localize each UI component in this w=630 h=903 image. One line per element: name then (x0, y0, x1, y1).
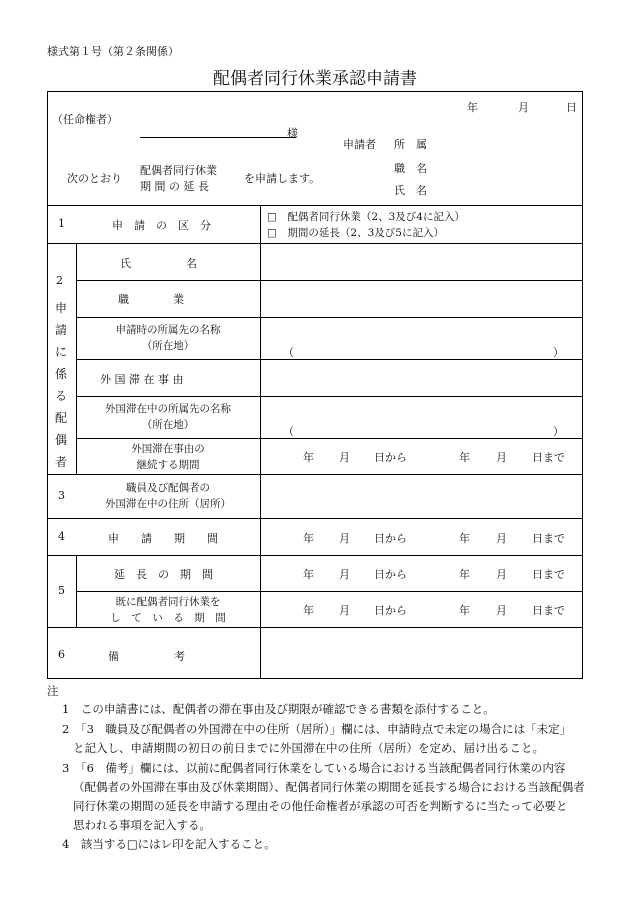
date-day-label: 日 (566, 101, 577, 114)
request-prefix: 次のとおり (67, 172, 122, 185)
row2-group-label: 申請に係る配偶者 (54, 301, 67, 469)
notes-heading: 注 (47, 684, 59, 698)
date-from: 日から (374, 568, 407, 581)
row-line (47, 243, 583, 244)
row-line (76, 280, 583, 281)
row3-label: 職員及び配偶者の (126, 482, 210, 494)
request-option-leave: 配偶者同行休業 (140, 164, 217, 177)
date-year: 年 (303, 604, 314, 617)
abroad-period-label-2: 継続する期間 (136, 459, 200, 471)
existing-leave-label: 既に配偶者同行休業を (115, 596, 221, 608)
date-month-label: 月 (518, 101, 529, 114)
date-year: 年 (303, 568, 314, 581)
paren-close: ） (553, 425, 564, 438)
checkbox-option-extension[interactable]: □ 期間の延長（2、3及び5に記入） (267, 227, 444, 239)
date-month: 月 (496, 568, 507, 581)
note-4: 4 該当する□にはレ印を記入すること。 (62, 837, 276, 851)
request-option-extension: 期 間 の 延 長 (140, 180, 209, 193)
row-line (47, 555, 583, 556)
job-title-label: 職 名 (394, 162, 427, 175)
row-line (47, 205, 583, 206)
checkbox-option-leave[interactable]: □ 配偶者同行休業（2、3及び4に記入） (267, 211, 465, 223)
date-year: 年 (303, 532, 314, 545)
date-month: 月 (339, 604, 350, 617)
authority-label: （任命権者） (52, 113, 118, 126)
date-month: 月 (339, 568, 350, 581)
col-line (260, 205, 261, 679)
form-number: 様式第１号（第２条関係） (47, 45, 179, 58)
row1-label: 申 請 の 区 分 (112, 219, 211, 232)
paren-open: （ (283, 346, 294, 359)
request-suffix: を申請します。 (244, 172, 321, 185)
frame-left (47, 91, 48, 679)
date-year: 年 (459, 451, 470, 464)
row2-number: 2 (56, 274, 63, 287)
date-year: 年 (459, 532, 470, 545)
spouse-job-label: 職 業 (118, 293, 184, 306)
row4-number: 4 (58, 530, 65, 543)
row-line (76, 359, 583, 360)
abroad-reason-label: 外 国 滞 在 事 由 (100, 373, 184, 386)
row-line (76, 438, 583, 439)
row1-number: 1 (58, 217, 65, 230)
date-year: 年 (459, 604, 470, 617)
date-to: 日まで (532, 568, 565, 581)
abroad-org-label: 外国滞在中の所属先の名称 (105, 403, 231, 415)
frame-top (47, 91, 583, 92)
date-to: 日まで (532, 532, 565, 545)
paren-close: ） (553, 346, 564, 359)
row-line (76, 396, 583, 397)
note-3-cont: （配偶者の外国滞在事由及び休業期間）、配偶者同行休業の期間を延長する場合における当該配偶者 (73, 780, 585, 794)
row5-number: 5 (58, 584, 65, 597)
row6-number: 6 (58, 648, 65, 661)
date-month: 月 (339, 532, 350, 545)
note-3: 3 「6 備考」欄には、以前に配偶者同行休業をしている場合における当該配偶者同行休業の内容 (62, 761, 566, 775)
page-title: 配偶者同行休業承認申請書 (213, 69, 417, 89)
note-3-cont-3: 思われる事項を記入する。 (73, 818, 211, 832)
abroad-org-location-label: （所在地） (141, 419, 195, 431)
sama-label: 様 (287, 127, 298, 140)
date-month: 月 (496, 451, 507, 464)
date-year: 年 (459, 568, 470, 581)
affiliation-label: 所 属 (394, 138, 427, 151)
date-to: 日まで (532, 451, 565, 464)
frame-bottom (47, 678, 583, 679)
abroad-period-label: 外国滞在事由の (131, 443, 205, 455)
row-line (76, 591, 583, 592)
date-from: 日から (374, 604, 407, 617)
remarks-label: 備 考 (108, 650, 185, 663)
spouse-org-location-label: （所在地） (141, 340, 195, 352)
row-line (47, 518, 583, 519)
applicant-name-label: 氏 名 (394, 184, 427, 197)
applicant-label: 申請者 (343, 138, 376, 151)
note-3-cont-2: 同行休業の期間の延長を申請する理由その他任命権者が承認の可否を判断するに当たって必要と (73, 799, 568, 813)
row4-label: 申 請 期 間 (108, 532, 218, 545)
note-2: 2 「3 職員及び配偶者の外国滞在中の住所（居所）」欄には、申請時点で未定の場合には「未定」 (62, 722, 572, 736)
note-1: 1 この申請書には、配偶者の滞在事由及び期限が確認できる書類を添付すること。 (62, 702, 495, 716)
row-line (76, 317, 583, 318)
date-month: 月 (496, 604, 507, 617)
date-from: 日から (374, 451, 407, 464)
date-from: 日から (374, 532, 407, 545)
row3-number: 3 (58, 489, 65, 502)
paren-open: （ (283, 425, 294, 438)
row-line (47, 474, 583, 475)
note-2-cont: と記入し、申請期間の初日の前日までに外国滞在中の住所（居所）を定め、届け出ること。 (73, 741, 545, 755)
date-year: 年 (303, 451, 314, 464)
date-year-label: 年 (467, 101, 478, 114)
date-month: 月 (496, 532, 507, 545)
row3-label-2: 外国滞在中の住所（居所） (105, 498, 231, 510)
extension-period-label: 延 長 の 期 間 (114, 568, 213, 581)
spouse-org-label: 申請時の所属先の名称 (115, 324, 221, 336)
date-month: 月 (339, 451, 350, 464)
authority-underline (140, 137, 296, 138)
date-to: 日まで (532, 604, 565, 617)
spouse-name-label: 氏 名 (120, 257, 197, 270)
row-line (47, 627, 583, 628)
existing-leave-label-2: し て い る 期 間 (110, 612, 226, 624)
